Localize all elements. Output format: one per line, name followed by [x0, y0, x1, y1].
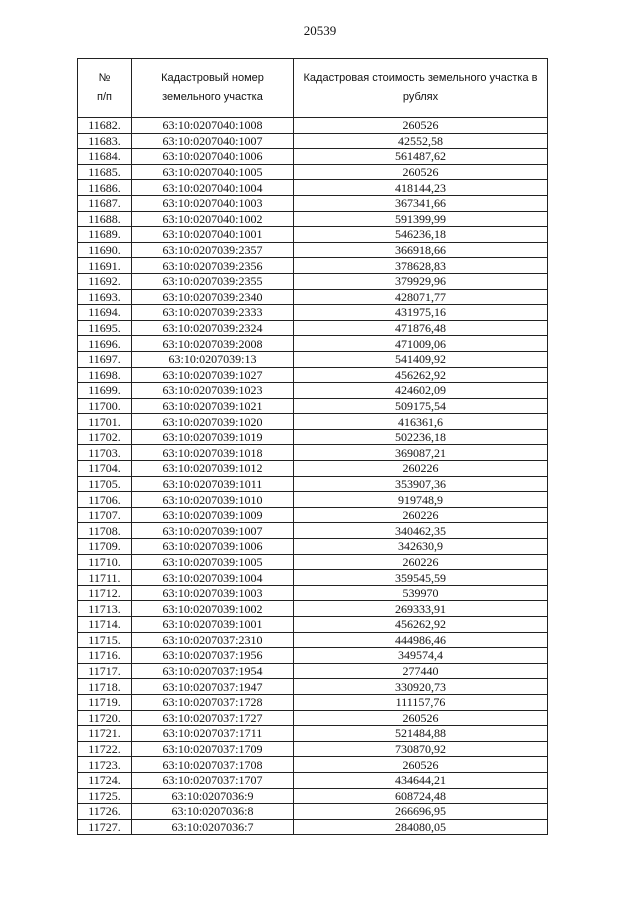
row-number-cell: 11725. — [78, 788, 132, 804]
table-row — [78, 726, 548, 742]
row-number-cell: 11715. — [78, 632, 132, 648]
cadastral-number-cell: 63:10:0207040:1003 — [132, 195, 294, 211]
row-number-cell: 11714. — [78, 617, 132, 633]
row-number-cell: 11706. — [78, 492, 132, 508]
cadastral-number-cell: 63:10:0207039:1023 — [132, 383, 294, 399]
row-number-cell: 11698. — [78, 367, 132, 383]
cadastral-number-cell: 63:10:0207036:8 — [132, 804, 294, 820]
row-number-cell: 11704. — [78, 461, 132, 477]
row-number-cell: 11695. — [78, 320, 132, 336]
cadastral-value-cell: 456262,92 — [294, 617, 548, 633]
cadastral-value-cell: 353907,36 — [294, 476, 548, 492]
table-row — [78, 195, 548, 211]
table-row — [78, 336, 548, 352]
table-row — [78, 414, 548, 430]
cadastral-number-cell: 63:10:0207039:1005 — [132, 554, 294, 570]
table-row — [78, 273, 548, 289]
row-number-cell: 11687. — [78, 195, 132, 211]
cadastral-number-cell: 63:10:0207039:1009 — [132, 507, 294, 523]
header-row-number — [78, 59, 132, 118]
cadastral-number-cell: 63:10:0207037:1947 — [132, 679, 294, 695]
row-number-cell: 11691. — [78, 258, 132, 274]
cadastral-number-cell: 63:10:0207040:1004 — [132, 180, 294, 196]
cadastral-value-cell: 260526 — [294, 757, 548, 773]
table-row — [78, 320, 548, 336]
cadastral-number-cell: 63:10:0207039:1011 — [132, 476, 294, 492]
cadastral-number-cell: 63:10:0207039:2333 — [132, 305, 294, 321]
cadastral-number-cell: 63:10:0207037:1711 — [132, 726, 294, 742]
cadastral-number-cell: 63:10:0207039:2357 — [132, 242, 294, 258]
table-row — [78, 180, 548, 196]
row-number-cell: 11721. — [78, 726, 132, 742]
cadastral-number-cell: 63:10:0207039:1003 — [132, 585, 294, 601]
cadastral-number-cell: 63:10:0207039:1007 — [132, 523, 294, 539]
table-row — [78, 694, 548, 710]
row-number-cell: 11713. — [78, 601, 132, 617]
table-row — [78, 289, 548, 305]
cadastral-number-cell: 63:10:0207039:1021 — [132, 398, 294, 414]
cadastral-value-cell: 366918,66 — [294, 242, 548, 258]
table-row — [78, 819, 548, 835]
cadastral-number-cell: 63:10:0207037:1728 — [132, 694, 294, 710]
cadastral-value-cell: 608724,48 — [294, 788, 548, 804]
cadastral-value-cell: 418144,23 — [294, 180, 548, 196]
cadastral-value-cell: 260526 — [294, 118, 548, 134]
row-number-cell: 11707. — [78, 507, 132, 523]
cadastral-number-cell: 63:10:0207039:2340 — [132, 289, 294, 305]
table-row — [78, 523, 548, 539]
table-row — [78, 601, 548, 617]
table-row — [78, 164, 548, 180]
header-number-abbrev: п/п — [97, 91, 112, 103]
cadastral-value-cell: 260526 — [294, 710, 548, 726]
table-row — [78, 149, 548, 165]
cadastral-value-table — [77, 58, 548, 835]
cadastral-value-cell: 378628,83 — [294, 258, 548, 274]
header-number-sign: № — [98, 72, 111, 84]
table-header — [78, 59, 548, 118]
table-row — [78, 476, 548, 492]
row-number-cell: 11701. — [78, 414, 132, 430]
cadastral-number-cell: 63:10:0207037:1708 — [132, 757, 294, 773]
cadastral-number-cell: 63:10:0207040:1006 — [132, 149, 294, 165]
table-row — [78, 772, 548, 788]
cadastral-value-cell: 349574,4 — [294, 648, 548, 664]
table-row — [78, 679, 548, 695]
cadastral-value-cell: 431975,16 — [294, 305, 548, 321]
table-row — [78, 242, 548, 258]
row-number-cell: 11720. — [78, 710, 132, 726]
table-row — [78, 570, 548, 586]
table-row — [78, 741, 548, 757]
cadastral-value-cell: 367341,66 — [294, 195, 548, 211]
row-number-cell: 11724. — [78, 772, 132, 788]
table-row — [78, 804, 548, 820]
row-number-cell: 11717. — [78, 663, 132, 679]
cadastral-number-cell: 63:10:0207039:1018 — [132, 445, 294, 461]
row-number-cell: 11718. — [78, 679, 132, 695]
row-number-cell: 11684. — [78, 149, 132, 165]
cadastral-value-cell: 416361,6 — [294, 414, 548, 430]
cadastral-value-cell: 471009,06 — [294, 336, 548, 352]
cadastral-number-cell: 63:10:0207039:1020 — [132, 414, 294, 430]
cadastral-value-cell: 502236,18 — [294, 429, 548, 445]
cadastral-value-cell: 428071,77 — [294, 289, 548, 305]
cadastral-value-cell: 277440 — [294, 663, 548, 679]
table-row — [78, 648, 548, 664]
cadastral-value-cell: 541409,92 — [294, 351, 548, 367]
cadastral-number-cell: 63:10:0207039:1006 — [132, 539, 294, 555]
table-body — [78, 118, 548, 835]
table-row — [78, 539, 548, 555]
table-row — [78, 554, 548, 570]
row-number-cell: 11712. — [78, 585, 132, 601]
row-number-cell: 11690. — [78, 242, 132, 258]
table-row — [78, 710, 548, 726]
cadastral-value-cell: 379929,96 — [294, 273, 548, 289]
cadastral-value-cell: 521484,88 — [294, 726, 548, 742]
cadastral-value-cell: 269333,91 — [294, 601, 548, 617]
cadastral-value-cell: 509175,54 — [294, 398, 548, 414]
table-row — [78, 757, 548, 773]
cadastral-value-cell: 260226 — [294, 554, 548, 570]
cadastral-value-cell: 369087,21 — [294, 445, 548, 461]
header-cadastral-number: Кадастровый номер земельного участка — [132, 59, 294, 118]
cadastral-value-cell: 730870,92 — [294, 741, 548, 757]
cadastral-value-cell: 330920,73 — [294, 679, 548, 695]
table-row — [78, 351, 548, 367]
table-row — [78, 461, 548, 477]
cadastral-value-cell: 111157,76 — [294, 694, 548, 710]
row-number-cell: 11709. — [78, 539, 132, 555]
table-row — [78, 632, 548, 648]
table-row — [78, 507, 548, 523]
row-number-cell: 11727. — [78, 819, 132, 835]
header-cadastral-value: Кадастровая стоимость земельного участка в рублях — [294, 59, 548, 118]
cadastral-value-cell: 260226 — [294, 461, 548, 477]
cadastral-value-cell: 260526 — [294, 164, 548, 180]
table-row — [78, 258, 548, 274]
cadastral-number-cell: 63:10:0207039:2008 — [132, 336, 294, 352]
table-row — [78, 367, 548, 383]
cadastral-value-cell: 342630,9 — [294, 539, 548, 555]
row-number-cell: 11702. — [78, 429, 132, 445]
row-number-cell: 11694. — [78, 305, 132, 321]
row-number-cell: 11693. — [78, 289, 132, 305]
cadastral-number-cell: 63:10:0207039:1012 — [132, 461, 294, 477]
cadastral-value-cell: 434644,21 — [294, 772, 548, 788]
cadastral-value-cell: 561487,62 — [294, 149, 548, 165]
cadastral-number-cell: 63:10:0207040:1005 — [132, 164, 294, 180]
table-row — [78, 398, 548, 414]
table-row — [78, 445, 548, 461]
row-number-cell: 11692. — [78, 273, 132, 289]
cadastral-number-cell: 63:10:0207037:1707 — [132, 772, 294, 788]
cadastral-number-cell: 63:10:0207040:1001 — [132, 227, 294, 243]
page-number: 20539 — [303, 23, 337, 38]
cadastral-value-cell: 539970 — [294, 585, 548, 601]
row-number-cell: 11708. — [78, 523, 132, 539]
cadastral-value-cell: 359545,59 — [294, 570, 548, 586]
cadastral-number-cell: 63:10:0207039:1027 — [132, 367, 294, 383]
cadastral-number-cell: 63:10:0207039:2356 — [132, 258, 294, 274]
cadastral-number-cell: 63:10:0207040:1007 — [132, 133, 294, 149]
row-number-cell: 11685. — [78, 164, 132, 180]
table-row — [78, 118, 548, 134]
cadastral-value-cell: 266696,95 — [294, 804, 548, 820]
row-number-cell: 11722. — [78, 741, 132, 757]
cadastral-number-cell: 63:10:0207037:1954 — [132, 663, 294, 679]
cadastral-number-cell: 63:10:0207036:9 — [132, 788, 294, 804]
row-number-cell: 11699. — [78, 383, 132, 399]
cadastral-number-cell: 63:10:0207039:1010 — [132, 492, 294, 508]
row-number-cell: 11723. — [78, 757, 132, 773]
cadastral-number-cell: 63:10:0207039:2355 — [132, 273, 294, 289]
cadastral-value-cell: 260226 — [294, 507, 548, 523]
row-number-cell: 11682. — [78, 118, 132, 134]
cadastral-value-cell: 546236,18 — [294, 227, 548, 243]
cadastral-value-cell: 284080,05 — [294, 819, 548, 835]
cadastral-value-cell: 591399,99 — [294, 211, 548, 227]
table-row — [78, 211, 548, 227]
row-number-cell: 11689. — [78, 227, 132, 243]
cadastral-number-cell: 63:10:0207039:1001 — [132, 617, 294, 633]
cadastral-number-cell: 63:10:0207039:2324 — [132, 320, 294, 336]
cadastral-value-cell: 42552,58 — [294, 133, 548, 149]
row-number-cell: 11716. — [78, 648, 132, 664]
cadastral-number-cell: 63:10:0207037:1709 — [132, 741, 294, 757]
table-row — [78, 305, 548, 321]
row-number-cell: 11705. — [78, 476, 132, 492]
cadastral-number-cell: 63:10:0207036:7 — [132, 819, 294, 835]
table-row — [78, 429, 548, 445]
table-row — [78, 383, 548, 399]
cadastral-value-cell: 340462,35 — [294, 523, 548, 539]
cadastral-number-cell: 63:10:0207037:1956 — [132, 648, 294, 664]
cadastral-number-cell: 63:10:0207039:1004 — [132, 570, 294, 586]
row-number-cell: 11697. — [78, 351, 132, 367]
cadastral-number-cell: 63:10:0207040:1008 — [132, 118, 294, 134]
row-number-cell: 11683. — [78, 133, 132, 149]
cadastral-value-cell: 424602,09 — [294, 383, 548, 399]
cadastral-number-cell: 63:10:0207040:1002 — [132, 211, 294, 227]
table-row — [78, 617, 548, 633]
table-row — [78, 133, 548, 149]
table-row — [78, 227, 548, 243]
table-row — [78, 788, 548, 804]
table-row — [78, 585, 548, 601]
row-number-cell: 11700. — [78, 398, 132, 414]
table-row — [78, 492, 548, 508]
cadastral-value-cell: 444986,46 — [294, 632, 548, 648]
row-number-cell: 11703. — [78, 445, 132, 461]
row-number-cell: 11688. — [78, 211, 132, 227]
table-row — [78, 663, 548, 679]
cadastral-number-cell: 63:10:0207039:1002 — [132, 601, 294, 617]
cadastral-value-cell: 456262,92 — [294, 367, 548, 383]
row-number-cell: 11711. — [78, 570, 132, 586]
cadastral-number-cell: 63:10:0207039:13 — [132, 351, 294, 367]
cadastral-value-cell: 471876,48 — [294, 320, 548, 336]
row-number-cell: 11710. — [78, 554, 132, 570]
row-number-cell: 11686. — [78, 180, 132, 196]
cadastral-number-cell: 63:10:0207037:1727 — [132, 710, 294, 726]
row-number-cell: 11696. — [78, 336, 132, 352]
row-number-cell: 11726. — [78, 804, 132, 820]
cadastral-number-cell: 63:10:0207037:2310 — [132, 632, 294, 648]
cadastral-number-cell: 63:10:0207039:1019 — [132, 429, 294, 445]
row-number-cell: 11719. — [78, 694, 132, 710]
cadastral-value-cell: 919748,9 — [294, 492, 548, 508]
